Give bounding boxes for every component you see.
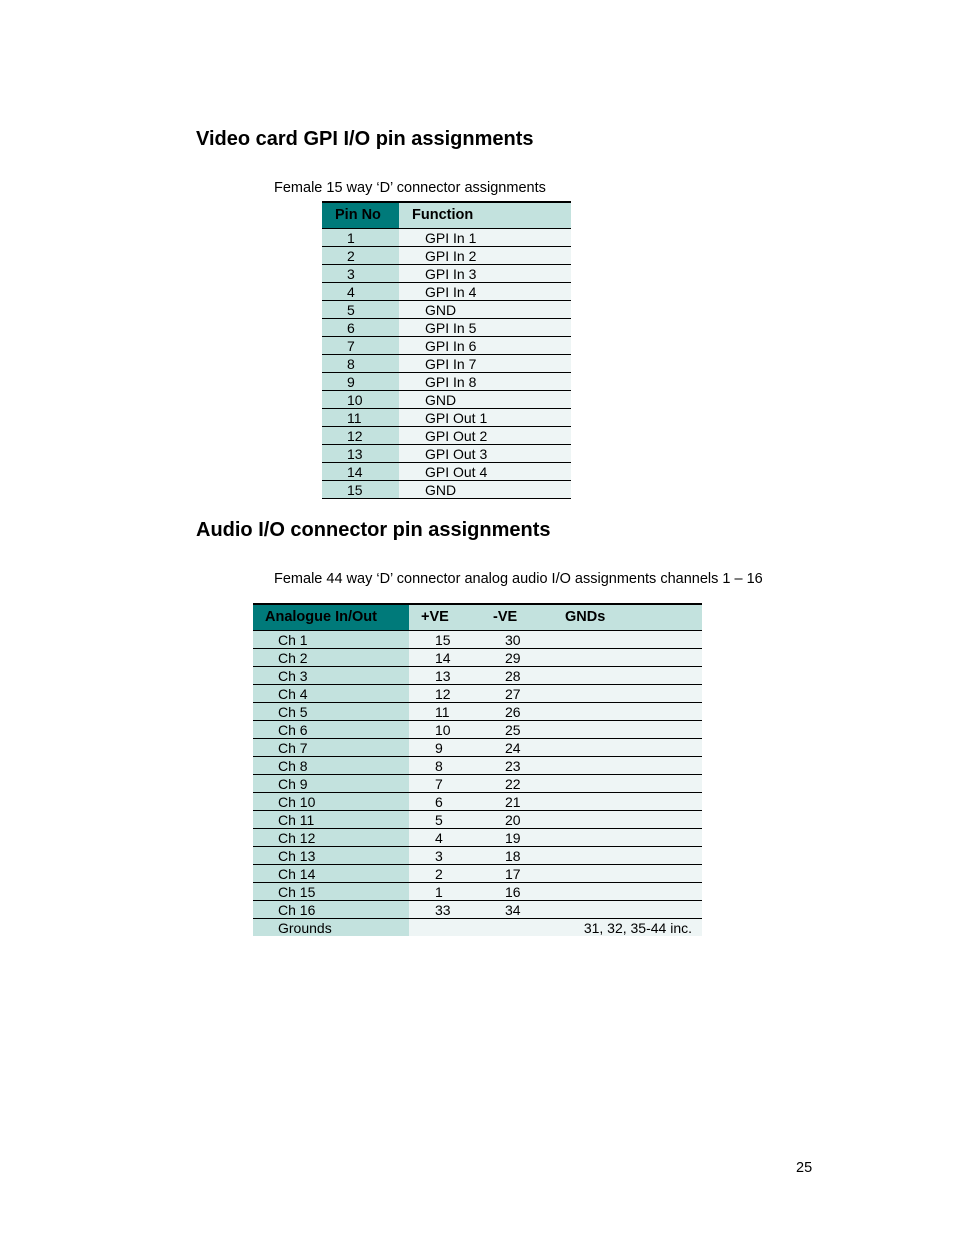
channel-cell: Ch 5 — [253, 703, 409, 721]
negative-pin-cell: 30 — [480, 631, 552, 649]
negative-pin-cell: 29 — [480, 649, 552, 667]
table-row — [253, 757, 702, 775]
pin-number-cell: 12 — [322, 427, 399, 445]
channel-cell: Ch 6 — [253, 721, 409, 739]
table-row — [322, 463, 571, 481]
negative-pin-cell: 22 — [480, 775, 552, 793]
table-row — [322, 355, 571, 373]
positive-pin-cell: 2 — [409, 865, 480, 883]
channel-cell: Ch 15 — [253, 883, 409, 901]
negative-pin-cell: 20 — [480, 811, 552, 829]
gnds-cell — [552, 649, 702, 667]
channel-cell: Ch 11 — [253, 811, 409, 829]
function-cell: GPI In 3 — [399, 265, 571, 283]
grounds-row — [253, 919, 702, 937]
gnds-cell — [552, 703, 702, 721]
audio-table-caption: Female 44 way ‘D’ connector analog audio I/O assignments channels 1 – 16 — [274, 571, 763, 587]
positive-pin-cell: 9 — [409, 739, 480, 757]
negative-pin-cell: 25 — [480, 721, 552, 739]
table-row — [253, 847, 702, 865]
function-cell: GPI Out 2 — [399, 427, 571, 445]
function-cell: GPI In 2 — [399, 247, 571, 265]
function-cell: GPI In 5 — [399, 319, 571, 337]
channel-cell: Ch 14 — [253, 865, 409, 883]
pin-number-cell: 1 — [322, 229, 399, 247]
gnds-cell — [552, 775, 702, 793]
channel-cell: Ch 1 — [253, 631, 409, 649]
grounds-value: 31, 32, 35-44 inc. — [409, 919, 702, 937]
gnds-cell — [552, 901, 702, 919]
negative-pin-cell: 16 — [480, 883, 552, 901]
negative-pin-cell: 27 — [480, 685, 552, 703]
table-row — [253, 649, 702, 667]
table-row — [322, 391, 571, 409]
positive-pin-cell: 7 — [409, 775, 480, 793]
table-header-row — [253, 604, 702, 631]
function-cell: GPI In 7 — [399, 355, 571, 373]
table-row — [253, 811, 702, 829]
channel-cell: Ch 13 — [253, 847, 409, 865]
channel-cell: Ch 16 — [253, 901, 409, 919]
pin-number-cell: 8 — [322, 355, 399, 373]
table-row — [253, 775, 702, 793]
table-row — [322, 301, 571, 319]
positive-pin-cell: 15 — [409, 631, 480, 649]
table-row — [253, 739, 702, 757]
table-row — [322, 247, 571, 265]
pin-number-cell: 13 — [322, 445, 399, 463]
pin-number-cell: 2 — [322, 247, 399, 265]
pin-number-cell: 6 — [322, 319, 399, 337]
gnds-cell — [552, 721, 702, 739]
table-row — [322, 481, 571, 499]
pin-number-cell: 11 — [322, 409, 399, 427]
positive-pin-cell: 8 — [409, 757, 480, 775]
table-row — [253, 883, 702, 901]
gnds-cell — [552, 757, 702, 775]
gnds-cell — [552, 793, 702, 811]
positive-pin-cell: 10 — [409, 721, 480, 739]
function-cell: GPI In 4 — [399, 283, 571, 301]
column-header-analogue: Analogue In/Out — [253, 604, 409, 631]
gnds-cell — [552, 685, 702, 703]
function-cell: GND — [399, 391, 571, 409]
function-cell: GPI Out 4 — [399, 463, 571, 481]
gnds-cell — [552, 739, 702, 757]
negative-pin-cell: 26 — [480, 703, 552, 721]
positive-pin-cell: 11 — [409, 703, 480, 721]
negative-pin-cell: 34 — [480, 901, 552, 919]
negative-pin-cell: 17 — [480, 865, 552, 883]
page-number: 25 — [796, 1160, 813, 1176]
gpi-table-caption: Female 15 way ‘D’ connector assignments — [274, 180, 546, 196]
table-header-row — [322, 202, 571, 229]
function-cell: GPI In 1 — [399, 229, 571, 247]
positive-pin-cell: 1 — [409, 883, 480, 901]
function-cell: GND — [399, 301, 571, 319]
gnds-cell — [552, 883, 702, 901]
column-header-negative: -VE — [480, 604, 552, 631]
table-row — [322, 409, 571, 427]
function-cell: GPI In 8 — [399, 373, 571, 391]
table-row — [253, 721, 702, 739]
channel-cell: Ch 4 — [253, 685, 409, 703]
negative-pin-cell: 21 — [480, 793, 552, 811]
gnds-cell — [552, 667, 702, 685]
pin-number-cell: 7 — [322, 337, 399, 355]
pin-number-cell: 10 — [322, 391, 399, 409]
gnds-cell — [552, 865, 702, 883]
grounds-label: Grounds — [253, 919, 409, 937]
table-row — [322, 427, 571, 445]
section-heading-audio: Audio I/O connector pin assignments — [196, 519, 551, 541]
channel-cell: Ch 7 — [253, 739, 409, 757]
negative-pin-cell: 28 — [480, 667, 552, 685]
negative-pin-cell: 19 — [480, 829, 552, 847]
positive-pin-cell: 13 — [409, 667, 480, 685]
positive-pin-cell: 4 — [409, 829, 480, 847]
gpi-pin-table — [322, 201, 571, 499]
column-header-function: Function — [399, 202, 571, 229]
table-row — [253, 901, 702, 919]
table-row — [253, 793, 702, 811]
pin-number-cell: 4 — [322, 283, 399, 301]
table-row — [322, 319, 571, 337]
channel-cell: Ch 9 — [253, 775, 409, 793]
column-header-gnds: GNDs — [552, 604, 702, 631]
pin-number-cell: 15 — [322, 481, 399, 499]
gnds-cell — [552, 829, 702, 847]
pin-number-cell: 3 — [322, 265, 399, 283]
column-header-pin-no: Pin No — [322, 202, 399, 229]
pin-number-cell: 14 — [322, 463, 399, 481]
function-cell: GPI Out 1 — [399, 409, 571, 427]
gnds-cell — [552, 811, 702, 829]
positive-pin-cell: 33 — [409, 901, 480, 919]
channel-cell: Ch 10 — [253, 793, 409, 811]
positive-pin-cell: 12 — [409, 685, 480, 703]
table-row — [253, 865, 702, 883]
channel-cell: Ch 3 — [253, 667, 409, 685]
negative-pin-cell: 23 — [480, 757, 552, 775]
positive-pin-cell: 3 — [409, 847, 480, 865]
audio-pin-table — [253, 603, 702, 936]
positive-pin-cell: 6 — [409, 793, 480, 811]
channel-cell: Ch 8 — [253, 757, 409, 775]
table-row — [322, 373, 571, 391]
function-cell: GND — [399, 481, 571, 499]
negative-pin-cell: 18 — [480, 847, 552, 865]
pin-number-cell: 5 — [322, 301, 399, 319]
table-row — [253, 685, 702, 703]
table-row — [253, 703, 702, 721]
function-cell: GPI In 6 — [399, 337, 571, 355]
table-row — [253, 829, 702, 847]
pin-number-cell: 9 — [322, 373, 399, 391]
gnds-cell — [552, 847, 702, 865]
positive-pin-cell: 5 — [409, 811, 480, 829]
column-header-positive: +VE — [409, 604, 480, 631]
table-row — [322, 229, 571, 247]
channel-cell: Ch 12 — [253, 829, 409, 847]
gnds-cell — [552, 631, 702, 649]
table-row — [322, 265, 571, 283]
section-heading-gpi: Video card GPI I/O pin assignments — [196, 128, 534, 150]
channel-cell: Ch 2 — [253, 649, 409, 667]
negative-pin-cell: 24 — [480, 739, 552, 757]
table-row — [253, 631, 702, 649]
table-row — [322, 283, 571, 301]
table-row — [322, 445, 571, 463]
table-row — [322, 337, 571, 355]
positive-pin-cell: 14 — [409, 649, 480, 667]
table-row — [253, 667, 702, 685]
function-cell: GPI Out 3 — [399, 445, 571, 463]
